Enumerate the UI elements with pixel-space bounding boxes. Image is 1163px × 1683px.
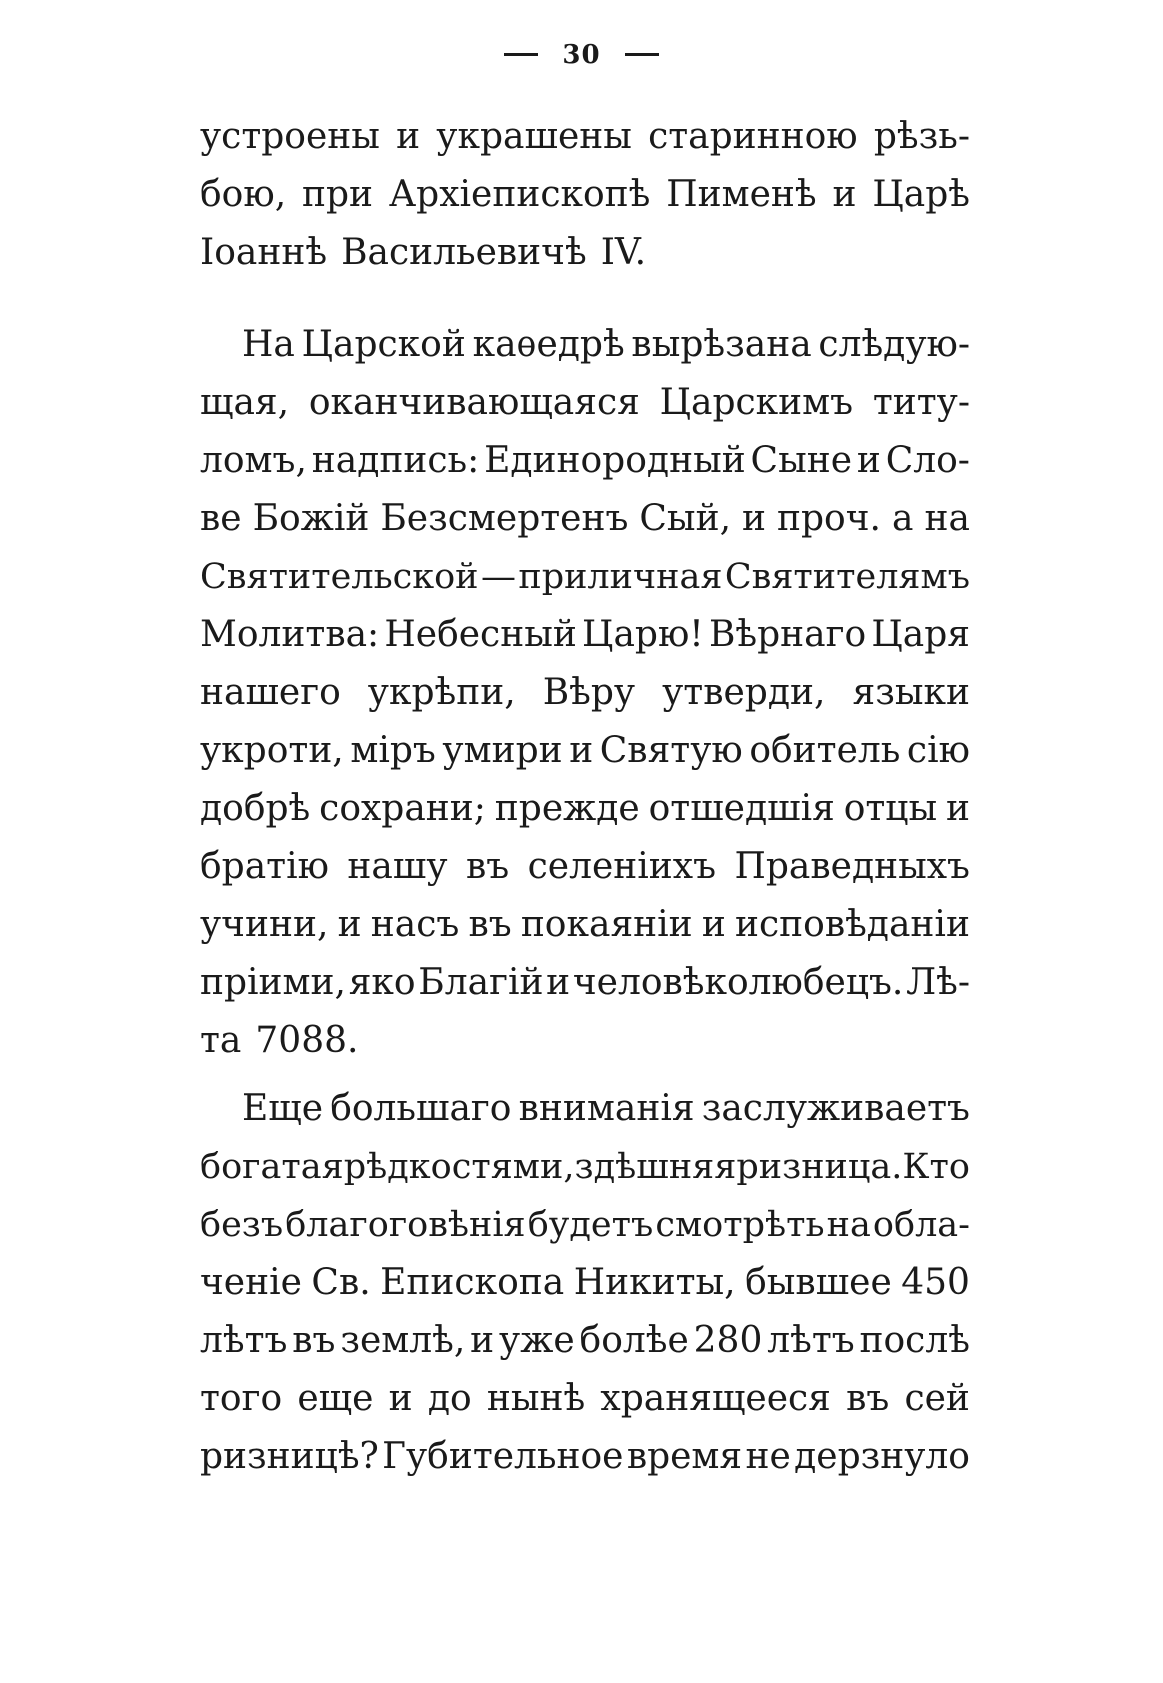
- text-line: добрѣ сохрани; прежде отшедшія отцы и: [200, 788, 970, 829]
- header-dash-right: [625, 53, 659, 56]
- text-line: братію нашу въ селеніихъ Праведныхъ: [200, 846, 970, 887]
- text-line: богатая рѣдкостями, здѣшняя ризница. Кто: [200, 1147, 970, 1187]
- text-line: ве Божій Безсмертенъ Сый, и проч. а на: [200, 498, 970, 539]
- text-line: Еще большаго вниманія заслуживаетъ: [242, 1088, 970, 1129]
- text-line: ломъ, надпись: Единородный Сыне и Сло-: [200, 440, 970, 481]
- header-dash-left: [504, 53, 538, 56]
- text-line: устроены и украшены старинною рѣзь-: [200, 116, 970, 157]
- text-line: ченіе Св. Епископа Никиты, бывшее 450: [200, 1262, 970, 1303]
- text-line: щая, оканчивающаяся Царскимъ титу-: [200, 382, 970, 423]
- text-line: бою, при Архіепископѣ Пименѣ и Царѣ: [200, 174, 970, 215]
- text-line: та 7088.: [200, 1020, 359, 1061]
- text-line: нашего укрѣпи, Вѣру утверди, языки: [200, 672, 970, 713]
- text-line: безъ благоговѣнія будетъ смотрѣть на обла-: [200, 1205, 970, 1245]
- paragraph-continuation: [200, 108, 970, 282]
- paragraph-sacristy: [200, 1080, 970, 1486]
- paragraph-inscriptions: [200, 316, 970, 1070]
- text-line: Іоаннѣ Васильевичѣ IV.: [200, 232, 647, 273]
- page-header: [0, 40, 1163, 70]
- text-line: укроти, міръ умири и Святую обитель сію: [200, 730, 970, 771]
- text-line: учини, и насъ въ покаяніи и исповѣданіи: [200, 904, 970, 945]
- text-line: Святительской — приличная Святителямъ: [200, 557, 970, 597]
- text-line: пріими, яко Благій и человѣколюбецъ. Лѣ-: [200, 962, 970, 1003]
- text-line: На Царской каѳедрѣ вырѣзана слѣдую-: [242, 324, 970, 365]
- text-line: лѣтъ въ землѣ, и уже болѣе 280 лѣтъ послѣ: [200, 1320, 970, 1361]
- page-number: 30: [562, 40, 601, 70]
- text-line: Молитва: Небесный Царю! Вѣрнаго Царя: [200, 614, 970, 655]
- text-line: ризницѣ? Губительное время не дерзнуло: [200, 1436, 970, 1477]
- text-line: того еще и до нынѣ хранящееся въ сей: [200, 1378, 970, 1419]
